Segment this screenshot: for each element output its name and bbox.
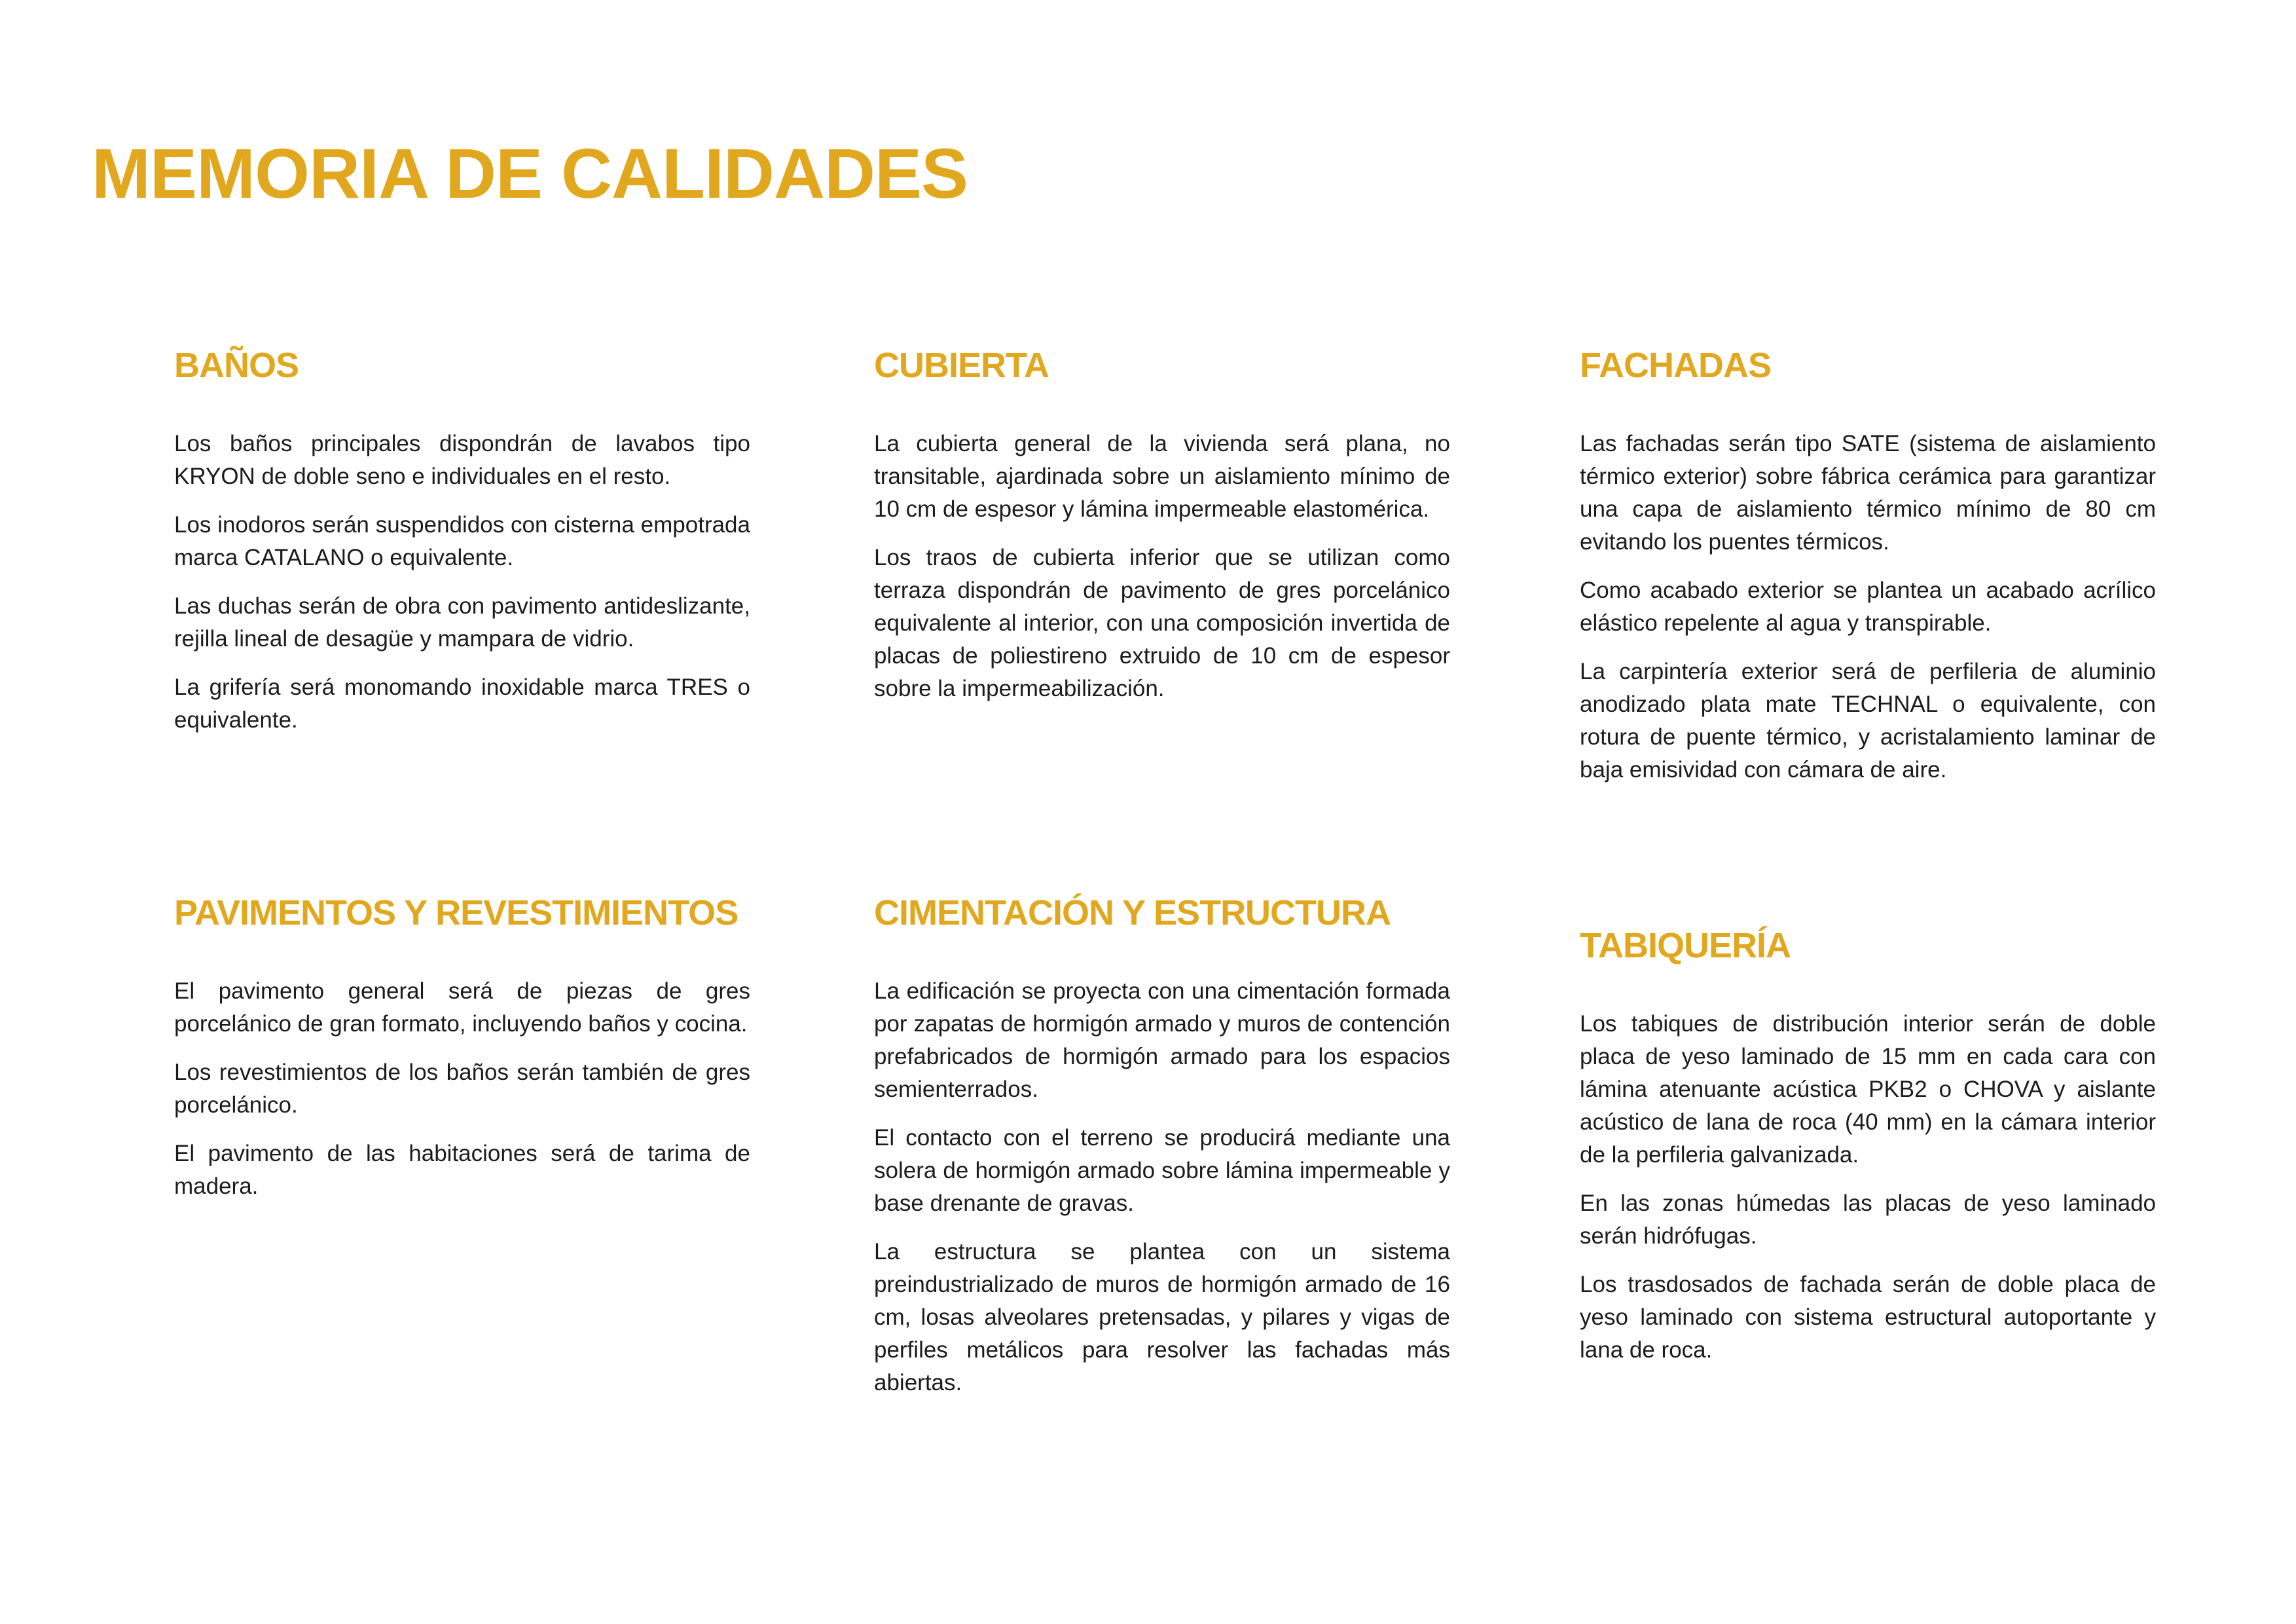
- paragraph: Los baños principales dispondrán de lavabos tipo KRYON de doble seno e individuales en el resto.: [174, 430, 750, 489]
- section-cubierta: [874, 344, 1450, 721]
- paragraph: El contacto con el terreno se producirá mediante una solera de hormigón armado sobre lámina impermeable y base drenante de gravas.: [874, 1124, 1450, 1216]
- paragraph: La edificación se proyecta con una cimentación formada por zapatas de hormigón armado y muros de contención prefabricados de hormigón armado para los espacios semienterrados.: [874, 978, 1450, 1102]
- page-title: MEMORIA DE CALIDADES: [92, 134, 968, 213]
- paragraph: La cubierta general de la vivienda será plana, no transitable, ajardinada sobre un aislamiento mínimo de 10 cm de espesor y lámina impermeable elastomérica.: [874, 430, 1450, 522]
- paragraph: Las duchas serán de obra con pavimento antideslizante, rejilla lineal de desagüe y mampara de vidrio.: [174, 593, 750, 652]
- section-heading-cubierta: CUBIERTA: [874, 346, 1049, 385]
- paragraph: Los revestimientos de los baños serán también de gres porcelánico.: [174, 1059, 750, 1118]
- section-heading-cimentacion: CIMENTACIÓN Y ESTRUCTURA: [874, 893, 1391, 932]
- paragraph: Los tabiques de distribución interior serán de doble placa de yeso laminado de 15 mm en cada cara con lámina atenuante acústica PKB2 o CHOVA y aislante acústico de lana de roca (40 mm) en la cámara interior de la perfileria galvanizada.: [1580, 1010, 2156, 1168]
- section-heading-pavimentos: PAVIMENTOS Y REVESTIMIENTOS: [174, 893, 738, 932]
- paragraph: En las zonas húmedas las placas de yeso laminado serán hidrófugas.: [1580, 1190, 2156, 1249]
- section-heading-fachadas: FACHADAS: [1580, 346, 1772, 385]
- section-banos: [174, 344, 750, 752]
- paragraph: El pavimento general será de piezas de gres porcelánico de gran formato, incluyendo baños y cocina.: [174, 978, 750, 1037]
- section-heading-banos: BAÑOS: [174, 346, 299, 385]
- paragraph: Los inodoros serán suspendidos con cisterna empotrada marca CATALANO o equivalente.: [174, 511, 750, 570]
- paragraph: Como acabado exterior se plantea un acabado acrílico elástico repelente al agua y transpirable.: [1580, 577, 2156, 636]
- section-heading-tabiqueria: TABIQUERÍA: [1580, 926, 1791, 965]
- paragraph: La estructura se plantea con un sistema preindustrializado de muros de hormigón armado de 16 cm, losas alveolares pretensadas, y pilares y vigas de perfiles metálicos para resolver las fachadas más abiertas.: [874, 1238, 1450, 1395]
- paragraph: La carpintería exterior será de perfileria de aluminio anodizado plata mate TECHNAL o equivalente, con rotura de puente térmico, y acristalamiento laminar de baja emisividad con cámara de aire.: [1580, 658, 2156, 783]
- paragraph: El pavimento de las habitaciones será de tarima de madera.: [174, 1140, 750, 1199]
- section-pavimentos: [174, 892, 750, 1219]
- paragraph: Los trasdosados de fachada serán de doble placa de yeso laminado con sistema estructural autoportante y lana de roca.: [1580, 1271, 2156, 1363]
- paragraph: Los traos de cubierta inferior que se utilizan como terraza dispondrán de pavimento de gres porcelánico equivalente al interior, con una composición invertida de placas de poliestireno extruido de 10 cm de espesor sobre la impermeabilización.: [874, 544, 1450, 701]
- paragraph: Las fachadas serán tipo SATE (sistema de aislamiento térmico exterior) sobre fábrica cerámica para garantizar una capa de aislamiento térmico mínimo de 80 cm evitando los puentes térmicos.: [1580, 430, 2156, 555]
- section-cimentacion: [874, 892, 1450, 1415]
- section-fachadas: [1580, 344, 2156, 802]
- section-tabiqueria: [1580, 925, 2156, 1382]
- paragraph: La grifería será monomando inoxidable marca TRES o equivalente.: [174, 674, 750, 733]
